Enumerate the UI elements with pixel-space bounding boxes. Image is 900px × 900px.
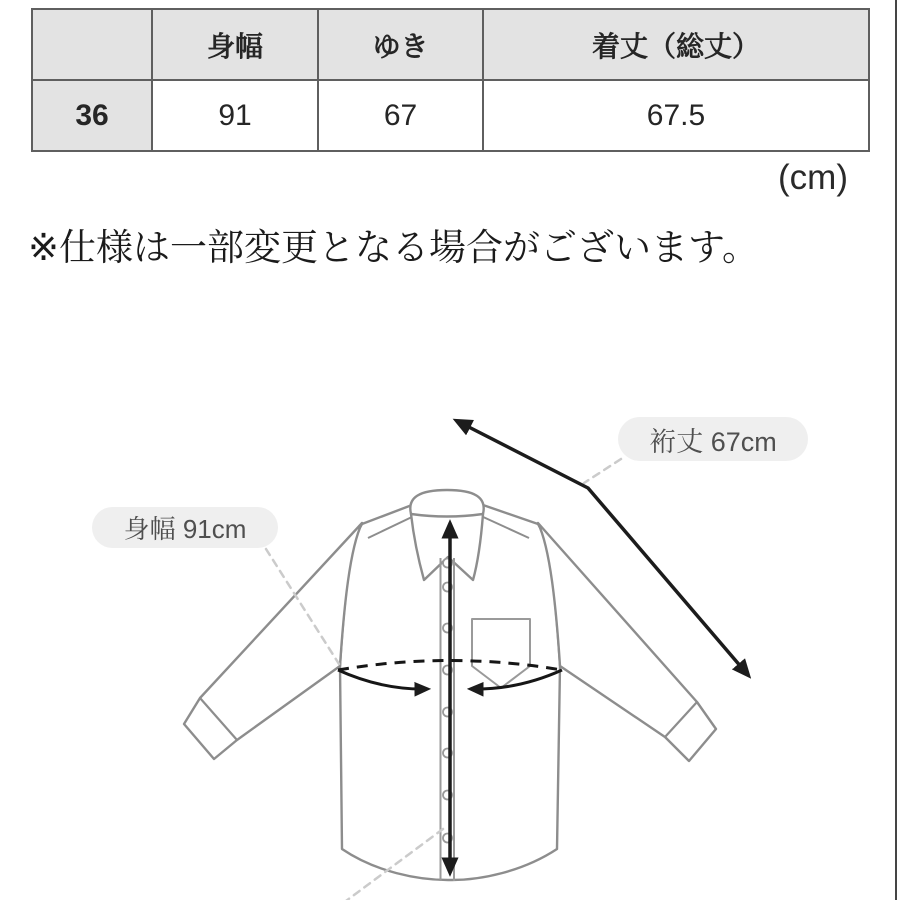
cell-size: 36 [32,80,152,151]
header-length: 着丈（総丈） [483,9,869,80]
header-body-width: 身幅 [152,9,318,80]
cell-length: 67.5 [483,80,869,151]
sleeve-right [538,523,716,761]
sleeve-left [184,523,362,759]
cell-body-width: 91 [152,80,318,151]
header-yuki: ゆき [318,9,483,80]
unit-note: (cm) [778,158,848,197]
disclaimer-text: ※仕様は一部変更となる場合がございます。 [28,227,760,268]
collar-band [410,490,483,517]
sleeve-length-label-pill: 裄丈 67cm [618,417,808,461]
leader-sleeve-length [584,459,621,483]
body-width-label-pill: 身幅 91cm [92,507,278,548]
cell-yuki: 67 [318,80,483,151]
